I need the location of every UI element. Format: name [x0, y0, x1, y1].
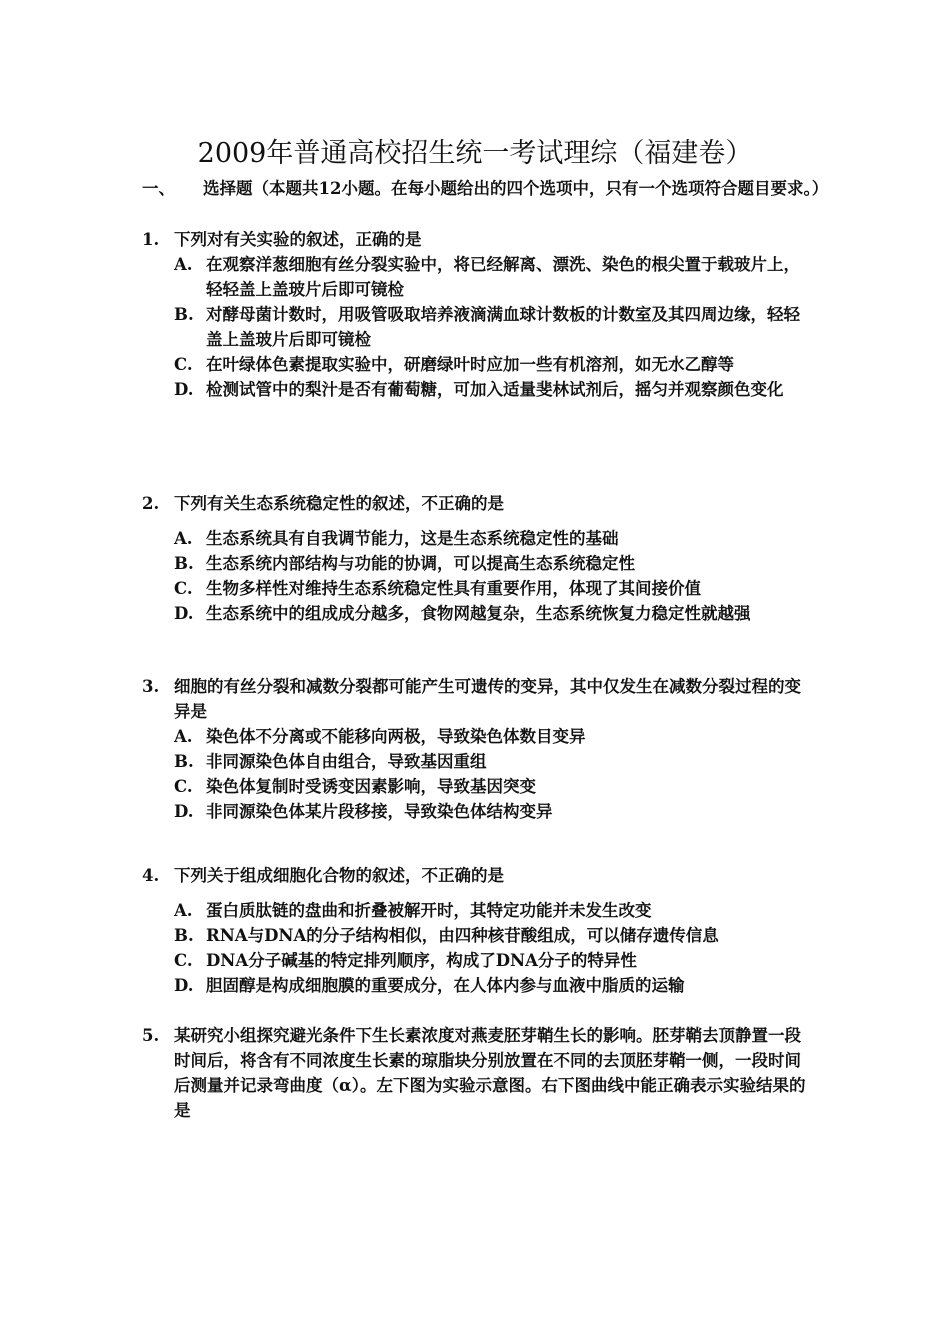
option-label: D. [174, 604, 194, 623]
option-text: 非同源染色体自由组合，导致基因重组 [206, 752, 487, 771]
question-stem: 下列有关生态系统稳定性的叙述，不正确的是 [174, 494, 504, 513]
question-number: 5. [142, 1026, 160, 1045]
option-d [174, 377, 810, 402]
option-label: A. [174, 901, 193, 920]
question-3 [142, 674, 822, 824]
question-1 [142, 227, 822, 402]
option-text: 生态系统具有自我调节能力，这是生态系统稳定性的基础 [206, 529, 619, 548]
option-label: C. [174, 777, 193, 796]
option-label: B. [174, 926, 194, 945]
question-number: 4. [142, 866, 160, 885]
options-list [174, 526, 810, 626]
option-c [174, 774, 810, 799]
option-label: D. [174, 380, 194, 399]
option-text: 蛋白质肽链的盘曲和折叠被解开时，其特定功能并未发生改变 [206, 901, 652, 920]
question-stem: 某研究小组探究避光条件下生长素浓度对燕麦胚芽鞘生长的影响。胚芽鞘去顶静置一段时间后，将含有不同浓度生长素的琼脂块分别放置在不同的去顶胚芽鞘一侧，一段时间后测量并记录弯曲度（α）。左下图为实验示意图。右下图曲线中能正确表示实验结果的是 [174, 1026, 806, 1120]
options-list [174, 252, 810, 402]
section-number: 一、 [142, 179, 175, 198]
section-text: 选择题（本题共12小题。在每小题给出的四个选项中，只有一个选项符合题目要求。） [202, 179, 829, 198]
question-stem: 细胞的有丝分裂和减数分裂都可能产生可遗传的变异，其中仅发生在减数分裂过程的变异是 [174, 677, 801, 721]
page-title: 2009年普通高校招生统一考试理综（福建卷） [197, 138, 753, 169]
option-text: 胆固醇是构成细胞膜的重要成分，在人体内参与血液中脂质的运输 [206, 976, 685, 995]
option-label: C. [174, 579, 193, 598]
option-a [174, 252, 810, 302]
option-c [174, 576, 810, 601]
option-text: 生态系统内部结构与功能的协调，可以提高生态系统稳定性 [206, 554, 635, 573]
option-b [174, 923, 810, 948]
options-list [174, 724, 810, 824]
option-text: 染色体复制时受诱变因素影响，导致基因突变 [206, 777, 536, 796]
option-d [174, 601, 810, 626]
option-a [174, 724, 810, 749]
option-b [174, 302, 810, 352]
option-label: A. [174, 727, 193, 746]
option-text: RNA与DNA的分子结构相似，由四种核苷酸组成，可以储存遗传信息 [206, 926, 719, 945]
option-label: D. [174, 976, 194, 995]
option-c [174, 352, 810, 377]
question-5 [142, 1023, 822, 1123]
option-text: 在叶绿体色素提取实验中，研磨绿叶时应加一些有机溶剂，如无水乙醇等 [206, 355, 734, 374]
option-text: 生态系统中的组成成分越多，食物网越复杂，生态系统恢复力稳定性就越强 [206, 604, 751, 623]
option-d [174, 799, 810, 824]
question-number: 3. [142, 677, 160, 696]
option-d [174, 973, 810, 998]
option-label: C. [174, 355, 193, 374]
option-b [174, 749, 810, 774]
question-stem: 下列对有关实验的叙述，正确的是 [174, 230, 422, 249]
option-label: B. [174, 305, 194, 324]
option-text: 非同源染色体某片段移接，导致染色体结构变异 [206, 802, 553, 821]
option-label: C. [174, 951, 193, 970]
option-label: B. [174, 752, 194, 771]
question-4 [142, 863, 822, 998]
option-text: 生物多样性对维持生态系统稳定性具有重要作用，体现了其间接价值 [206, 579, 701, 598]
option-text: DNA分子碱基的特定排列顺序，构成了DNA分子的特异性 [206, 951, 637, 970]
question-stem: 下列关于组成细胞化合物的叙述，不正确的是 [174, 866, 504, 885]
option-b [174, 551, 810, 576]
option-label: A. [174, 255, 193, 274]
option-label: B. [174, 554, 194, 573]
option-text: 在观察洋葱细胞有丝分裂实验中，将已经解离、漂洗、染色的根尖置于载玻片上，轻轻盖上盖玻片后即可镜检 [206, 255, 800, 299]
options-list [174, 898, 810, 998]
option-c [174, 948, 810, 973]
question-number: 2. [142, 494, 160, 513]
option-text: 染色体不分离或不能移向两极，导致染色体数目变异 [206, 727, 586, 746]
section-instructions [180, 176, 829, 201]
option-text: 对酵母菌计数时，用吸管吸取培养液滴满血球计数板的计数室及其四周边缘，轻轻盖上盖玻片后即可镜检 [206, 305, 800, 349]
question-number: 1. [142, 230, 160, 249]
option-label: D. [174, 802, 194, 821]
option-a [174, 898, 810, 923]
option-a [174, 526, 810, 551]
option-label: A. [174, 529, 193, 548]
question-2 [142, 491, 822, 626]
option-text: 检测试管中的梨汁是否有葡萄糖，可加入适量斐林试剂后，摇匀并观察颜色变化 [206, 380, 784, 399]
